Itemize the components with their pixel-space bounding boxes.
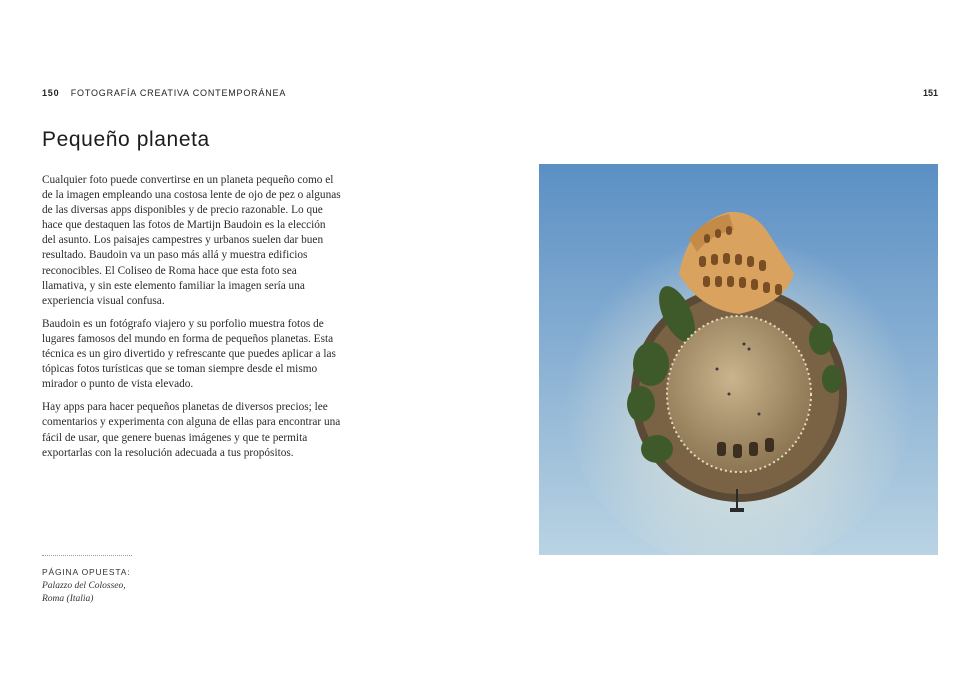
article-title: Pequeño planeta [42,128,210,151]
caption-line-1: Palazzo del Colosseo, [42,581,126,591]
caption-label: PÁGINA OPUESTA: [42,567,131,577]
right-page-number: 151 [922,88,938,98]
colosseum-planet-image [539,164,938,555]
running-title: FOTOGRAFÍA CREATIVA CONTEMPORÁNEA [70,88,287,98]
paragraph-1: Cualquier foto puede convertirse en un planeta pequeño como el de la imagen empleando una costosa lente de ojo de pez o algunas de las diversas apps disponibles y de precio razonable. Lo que hace que destaquen las fotos de Martijn Baudoin es la elección del asunto. Los paisajes campestres y urbanos suelen dar buen resultado. Baudoin va un paso más allá y muestra edificios reconocibles. El Coliseo de Roma hace que esta foto sea llamativa, y sin este elemento familiar la imagen sería una experiencia visual confusa. [42,174,341,307]
caption-divider [42,555,132,556]
caption-text [42,580,126,606]
little-planet-photo [539,164,938,555]
paragraph-2: Baudoin es un fotógrafo viajero y su porfolio muestra fotos de lugares famosos del mundo en forma de pequeños planetas. Esta técnica es un giro divertido y refrescante que puedes aplicar a las tópicas fotos turísticas que se toman siempre desde el mismo mirador o punto de vista elevado. [42,317,336,391]
article-body [42,173,342,469]
left-page-number: 150 [42,88,60,98]
caption-line-2: Roma (Italia) [42,594,94,604]
paragraph-3: Hay apps para hacer pequeños planetas de diversos precios; lee comentarios y experimenta con alguna de ellas para encontrar una fácil de usar, que genere buenas imágenes y que te permita exportarlas con la resolución adecuada a tus propósitos. [42,401,341,459]
running-head [42,88,286,98]
